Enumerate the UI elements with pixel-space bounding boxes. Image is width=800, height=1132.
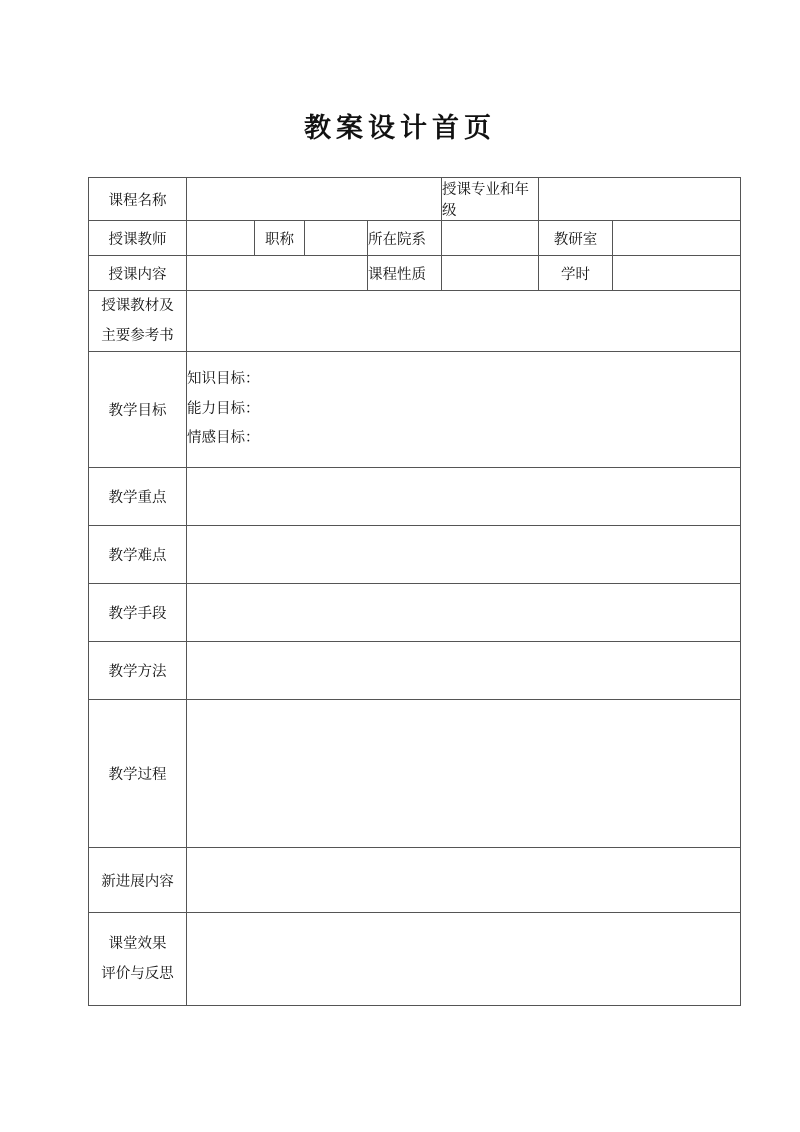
field-process[interactable]: [187, 700, 741, 848]
label-major-grade: 授课专业和年级: [442, 178, 539, 221]
field-content[interactable]: [187, 256, 368, 291]
field-key-points[interactable]: [187, 468, 741, 526]
label-process: 教学过程: [89, 700, 187, 848]
label-content: 授课内容: [89, 256, 187, 291]
label-difficulties: 教学难点: [89, 526, 187, 584]
row-key-points: [89, 468, 741, 526]
objective-emotion: 情感目标：: [187, 430, 260, 447]
field-department[interactable]: [442, 221, 539, 256]
field-hours[interactable]: [613, 256, 741, 291]
row-course-name: [89, 178, 741, 221]
row-objectives: [89, 352, 741, 468]
label-evaluation-line2: 评价与反思: [101, 966, 174, 982]
field-objectives[interactable]: [187, 352, 741, 468]
label-textbook-line1: 授课教材及: [101, 298, 174, 314]
field-methods[interactable]: [187, 642, 741, 700]
label-evaluation-line1: 课堂效果: [108, 936, 167, 952]
row-methods: [89, 642, 741, 700]
field-difficulties[interactable]: [187, 526, 741, 584]
label-department: 所在院系: [368, 221, 442, 256]
objective-ability: 能力目标：: [187, 400, 260, 417]
label-evaluation: [89, 913, 187, 1006]
field-textbook[interactable]: [187, 291, 741, 352]
label-means: 教学手段: [89, 584, 187, 642]
row-teacher: [89, 221, 741, 256]
row-process: [89, 700, 741, 848]
row-evaluation: [89, 913, 741, 1006]
row-means: [89, 584, 741, 642]
field-evaluation[interactable]: [187, 913, 741, 1006]
field-major-grade[interactable]: [539, 178, 741, 221]
row-textbook: [89, 291, 741, 352]
lesson-plan-table: [88, 177, 741, 1006]
label-course-nature: 课程性质: [368, 256, 442, 291]
label-objectives: 教学目标: [89, 352, 187, 468]
row-difficulties: [89, 526, 741, 584]
field-new-progress[interactable]: [187, 848, 741, 913]
label-hours: 学时: [539, 256, 613, 291]
label-methods: 教学方法: [89, 642, 187, 700]
row-new-progress: [89, 848, 741, 913]
label-teaching-office: 教研室: [539, 221, 613, 256]
label-job-title: 职称: [255, 221, 305, 256]
label-key-points: 教学重点: [89, 468, 187, 526]
row-content: [89, 256, 741, 291]
field-job-title[interactable]: [305, 221, 368, 256]
label-teacher: 授课教师: [89, 221, 187, 256]
field-teaching-office[interactable]: [613, 221, 741, 256]
field-course-nature[interactable]: [442, 256, 539, 291]
label-new-progress: 新进展内容: [89, 848, 187, 913]
label-course-name: 课程名称: [89, 178, 187, 221]
field-teacher[interactable]: [187, 221, 255, 256]
label-textbook-line2: 主要参考书: [101, 328, 174, 344]
field-course-name[interactable]: [187, 178, 442, 221]
page-title: 教案设计首页: [304, 113, 496, 144]
field-means[interactable]: [187, 584, 741, 642]
label-textbook: [89, 291, 187, 352]
objective-knowledge: 知识目标：: [187, 371, 260, 388]
